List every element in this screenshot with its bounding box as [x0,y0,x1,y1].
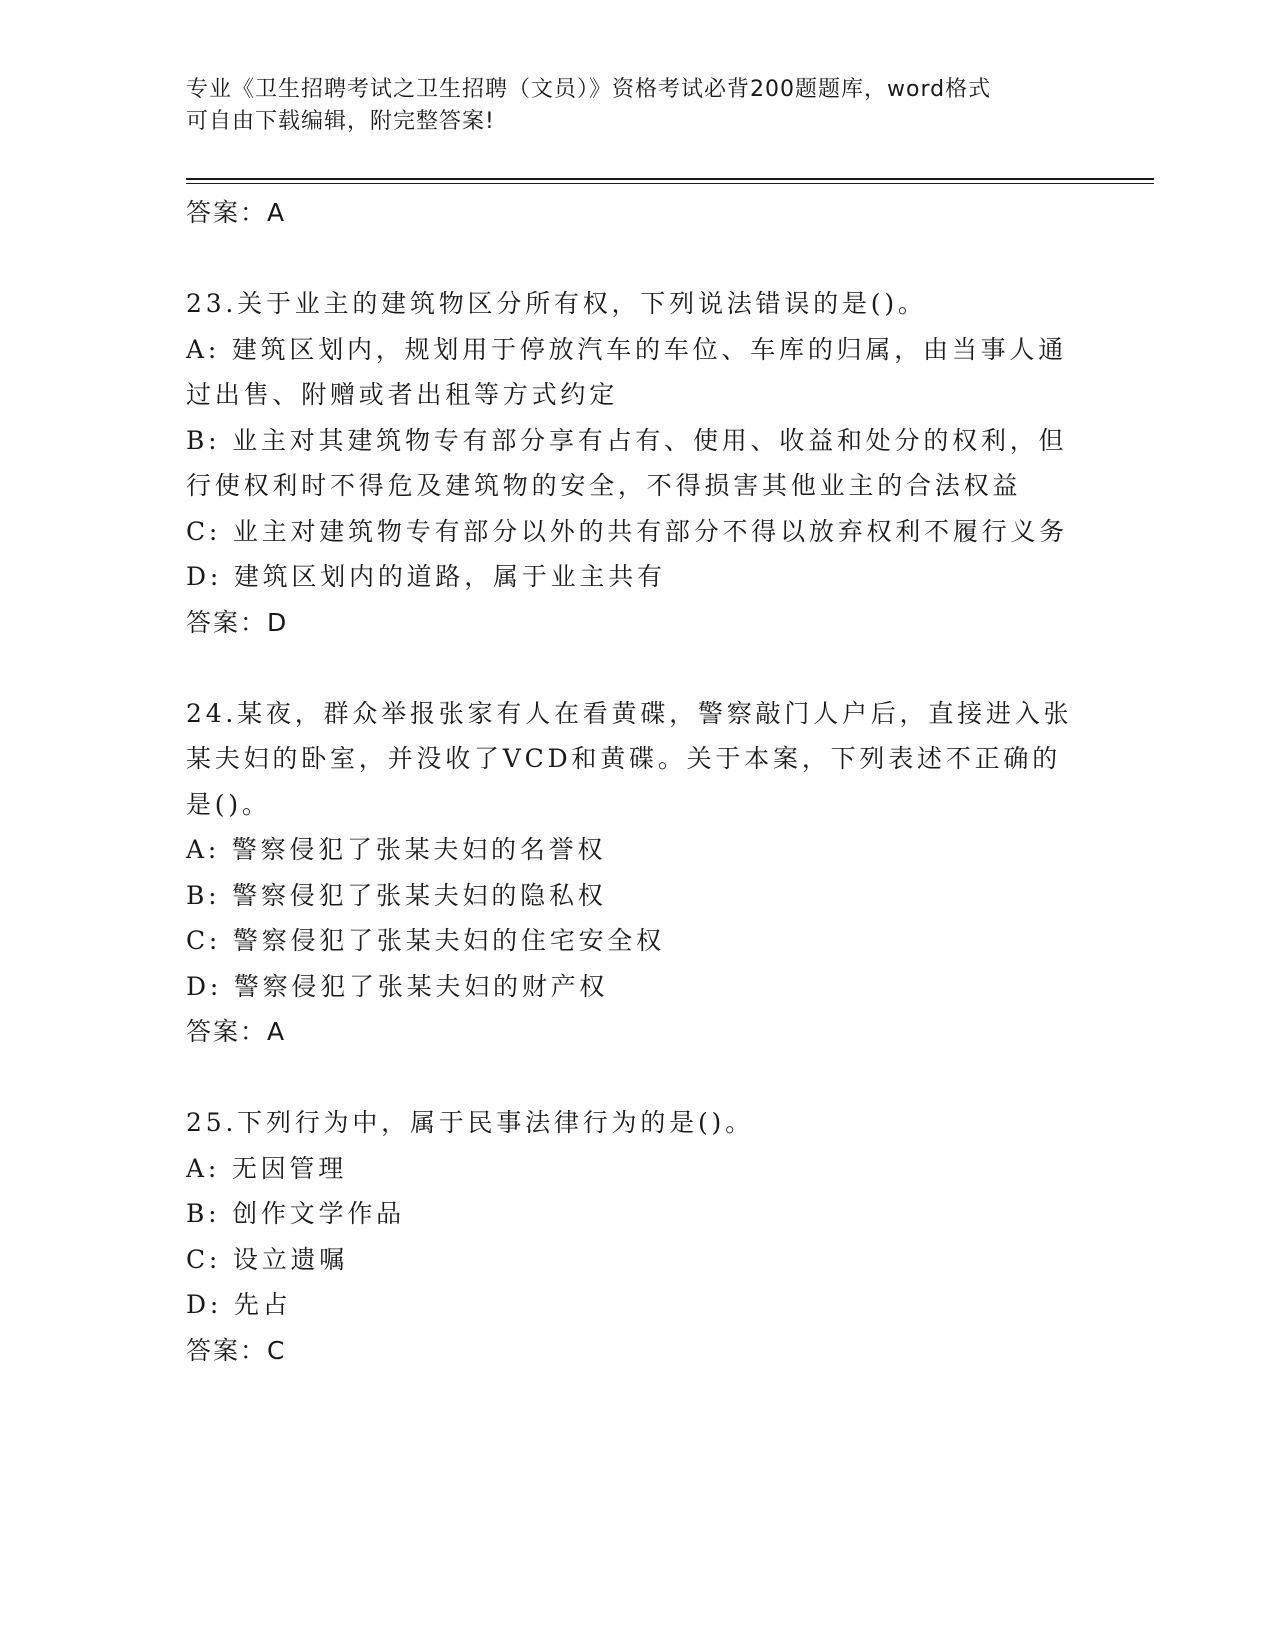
option-line: C: 警察侵犯了张某夫妇的住宅安全权 [186,926,665,955]
answer-prefix: 答案： [186,198,268,227]
question-block [186,1100,1086,1373]
option-line: 过出售、附赠或者出租等方式约定 [186,380,619,409]
header-line-2: 可自由下载编辑，附完整答案! [186,109,495,134]
header-divider [186,178,1154,184]
answer-prefix: 答案： [186,607,268,637]
option-line: D: 先占 [186,1290,292,1319]
answer-line [186,1328,1086,1374]
question-stem: 23.关于业主的建筑物区分所有权，下列说法错误的是()。 [186,289,927,318]
question-stem: 某夫妇的卧室，并没收了VCD和黄碟。关于本案，下列表述不正确的 [186,744,1062,773]
question-list [186,190,1086,1373]
question-stem: 是()。 [186,789,271,819]
option-line: A: 无因管理 [186,1153,348,1183]
answer-value: A [267,1017,287,1046]
document-header [186,74,1066,138]
question-block [186,281,1086,645]
question-stem: 25.下列行为中，属于民事法律行为的是()。 [186,1108,754,1137]
option-line: A: 警察侵犯了张某夫妇的名誉权 [186,835,607,864]
option-line: B: 业主对其建筑物专有部分享有占有、使用、收益和处分的权利，但 [186,425,1068,455]
answer-prefix: 答案： [186,1017,268,1046]
answer-value: A [267,198,287,227]
option-line: D: 警察侵犯了张某夫妇的财产权 [186,971,609,1001]
answer-prefix: 答案： [186,1335,268,1365]
question-stem: 24.某夜，群众举报张家有人在看黄碟，警察敲门人户后，直接进入张 [186,698,1073,728]
option-line: 行使权利时不得危及建筑物的安全，不得损害其他业主的合法权益 [186,471,1022,500]
question-block [186,691,1086,1055]
option-line: D: 建筑区划内的道路，属于业主共有 [186,562,666,591]
option-line: B: 警察侵犯了张某夫妇的隐私权 [186,880,607,910]
spacer [186,645,1086,691]
option-line: A: 建筑区划内，规划用于停放汽车的车位、车库的归属，由当事人通 [186,334,1068,364]
answer-value: D [267,607,289,637]
option-line: C: 业主对建筑物专有部分以外的共有部分不得以放弃权利不履行义务 [186,516,1069,546]
answer-value: C [267,1335,287,1365]
option-line: B: 创作文学作品 [186,1199,405,1228]
spacer [186,236,1086,282]
answer-line [186,1009,1086,1055]
answer-line [186,600,1086,646]
option-line: C: 设立遗嘱 [186,1244,349,1274]
spacer [186,1055,1086,1101]
answer-line [186,190,1086,236]
header-line-1: 专业《卫生招聘考试之卫生招聘（文员）》资格考试必背200题题库，word格式 [186,77,992,102]
